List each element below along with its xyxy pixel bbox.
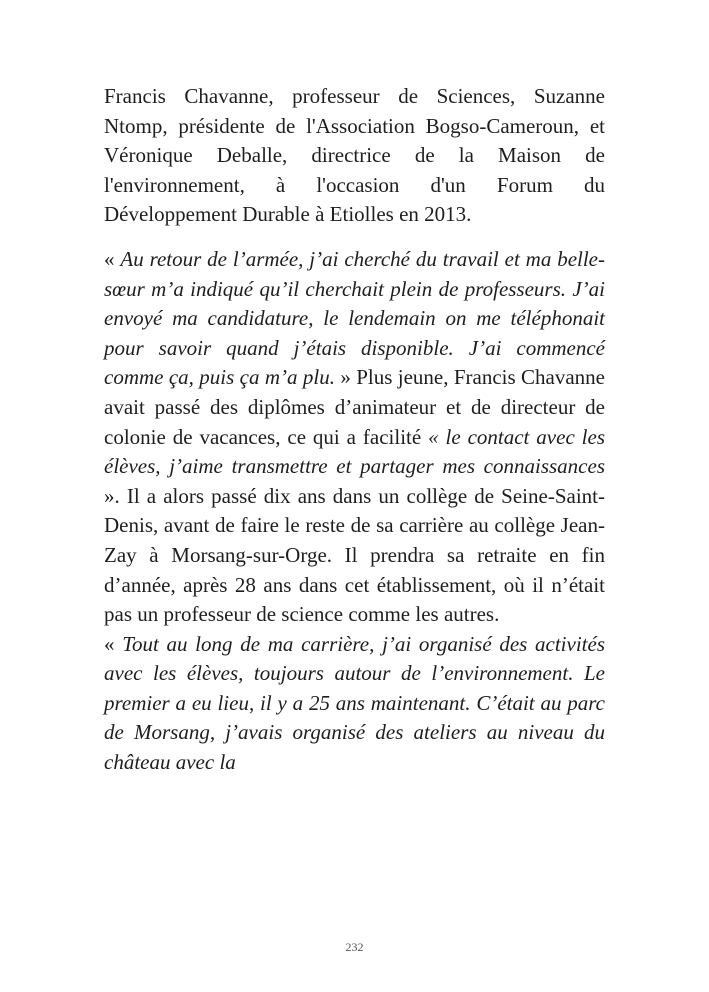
photo-caption: Francis Chavanne, professeur de Sciences, Suzanne Ntomp, présidente de l'Association Bogso-Cameroun, et Véronique Deballe, directrice de la Maison de l'environnement, à l'occasion d'un Forum du Développement Durable à Etiolles en 2013. [104,84,605,227]
quote-army-return: Au retour de l’armée, j’ai cherché du travail et ma belle-sœur m’a indiqué qu’il cherchait plein de professeurs. J’ai envoyé ma candidature, le lendemain on me téléphonait pour savoir quand j’étais disponible. J’ai commencé comme ça, puis ça m’a plu. [104,246,605,390]
body-paragraph-1 [104,245,605,630]
opening-quote-mark-2: « [104,631,123,656]
narrative-text-2: ». Il a alors passé dix ans dans un collège de Seine-Saint-Denis, avant de faire le reste de sa carrière au collège Jean-Zay à Morsang-sur-Orge. Il prendra sa retraite en fin d’année, après 28 ans dans cet établissement, où il n’était pas un professeur de science comme les autres. [104,483,605,627]
narrative-text-1: » Plus jeune, Francis Chavanne avait passé des diplômes d’animateur et de directeur de colonie de vacances, ce qui a facilité [104,365,605,449]
body-paragraph-2 [104,630,605,778]
page-body [104,82,605,778]
page-number: 232 [345,940,364,954]
quote-career-activities: Tout au long de ma carrière, j’ai organisé des activités avec les élèves, toujours autour de l’environnement. Le premier a eu lieu, il y a 25 ans maintenant. C’était au parc de Morsang, j’avais organisé des ateliers au niveau du château avec la [104,631,606,775]
quote-contact-students: « le contact avec les élèves, j’aime transmettre et partager mes connaissances [104,424,605,479]
opening-quote-mark: « [104,246,121,271]
